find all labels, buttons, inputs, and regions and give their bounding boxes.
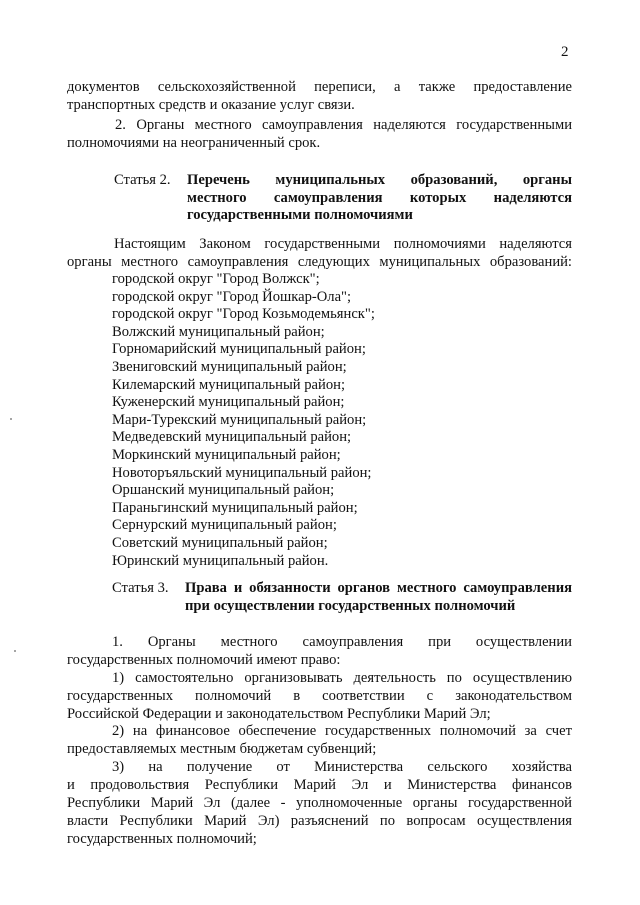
article3-p1-line-1: 1. Органы местного самоуправления при осуществлении <box>112 634 572 650</box>
article3-p1-line-2: государственных полномочий имеют право: <box>67 652 341 668</box>
list-item: Звениговский муниципальный район; <box>112 358 347 375</box>
article3-title-line-2: при осуществлении государственных полномочий <box>185 598 516 614</box>
list-item: Сернурский муниципальный район; <box>112 517 337 534</box>
article2-title-line-2: местного самоуправления которых наделяются <box>187 190 572 206</box>
scan-speck <box>10 418 12 420</box>
article2-intro-line-2: органы местного самоуправления следующих муниципальных образований: <box>67 254 572 270</box>
list-item: Параньгинский муниципальный район; <box>112 499 358 516</box>
article3-item3-line-4: власти Республики Марий Эл) разъяснений по вопросам осуществления <box>67 813 572 829</box>
list-item: Медведевский муниципальный район; <box>112 429 352 446</box>
municipality-list <box>112 271 375 570</box>
article2-intro-line-1: Настоящим Законом государственными полномочиями наделяются <box>114 236 572 252</box>
intro-line-1: документов сельскохозяйственной переписи, а также предоставление <box>67 79 572 95</box>
intro-para2-line-1: 2. Органы местного самоуправления наделяются государственными <box>115 117 572 133</box>
article2-title-line-3: государственными полномочиями <box>187 207 413 223</box>
list-item: Моркинский муниципальный район; <box>112 446 341 463</box>
list-item: городской округ "Город Козьмодемьянск"; <box>112 306 375 323</box>
list-item: городской округ "Город Йошкар-Ола"; <box>112 288 352 305</box>
article2-label: Статья 2. <box>114 172 171 188</box>
scan-speck <box>14 650 16 652</box>
page-number: 2 <box>561 44 569 60</box>
list-item: Оршанский муниципальный район; <box>112 482 335 499</box>
list-item: Волжский муниципальный район; <box>112 323 325 340</box>
article3-item3-line-2: и продовольствия Республики Марий Эл и Министерства финансов <box>67 777 572 793</box>
intro-para2-line-2: полномочиями на неограниченный срок. <box>67 135 321 151</box>
article3-label: Статья 3. <box>112 580 169 596</box>
list-item: Мари-Турекский муниципальный район; <box>112 411 367 428</box>
article3-item1-line-1: 1) самостоятельно организовывать деятельность по осуществлению <box>112 670 572 686</box>
article3-item2-line-2: предоставляемых местным бюджетам субвенций; <box>67 741 377 757</box>
list-item: городской округ "Город Волжск"; <box>112 271 320 287</box>
intro-line-2: транспортных средств и оказание услуг связи. <box>67 97 355 113</box>
list-item: Куженерский муниципальный район; <box>112 394 345 411</box>
list-item: Советский муниципальный район; <box>112 534 328 551</box>
list-item: Горномарийский муниципальный район; <box>112 341 366 358</box>
list-item: Новоторъяльский муниципальный район; <box>112 464 372 481</box>
article3-item3-line-3: Республики Марий Эл (далее - уполномоченные органы государственной <box>67 795 572 811</box>
article3-item1-line-3: Российской Федерации и законодательством Республики Марий Эл; <box>67 706 491 722</box>
article3-item3-line-5: государственных полномочий; <box>67 831 257 847</box>
list-item: Юринский муниципальный район. <box>112 552 329 569</box>
article3-item1-line-2: государственных полномочий в соответствии с законодательством <box>67 688 572 704</box>
article2-title-line-1: Перечень муниципальных образований, органы <box>187 172 572 188</box>
article3-item2-line-1: 2) на финансовое обеспечение государственных полномочий за счет <box>112 723 572 739</box>
article3-item3-line-1: 3) на получение от Министерства сельского хозяйства <box>112 759 572 775</box>
list-item: Килемарский муниципальный район; <box>112 376 345 393</box>
article3-title-line-1: Права и обязанности органов местного самоуправления <box>185 580 572 596</box>
